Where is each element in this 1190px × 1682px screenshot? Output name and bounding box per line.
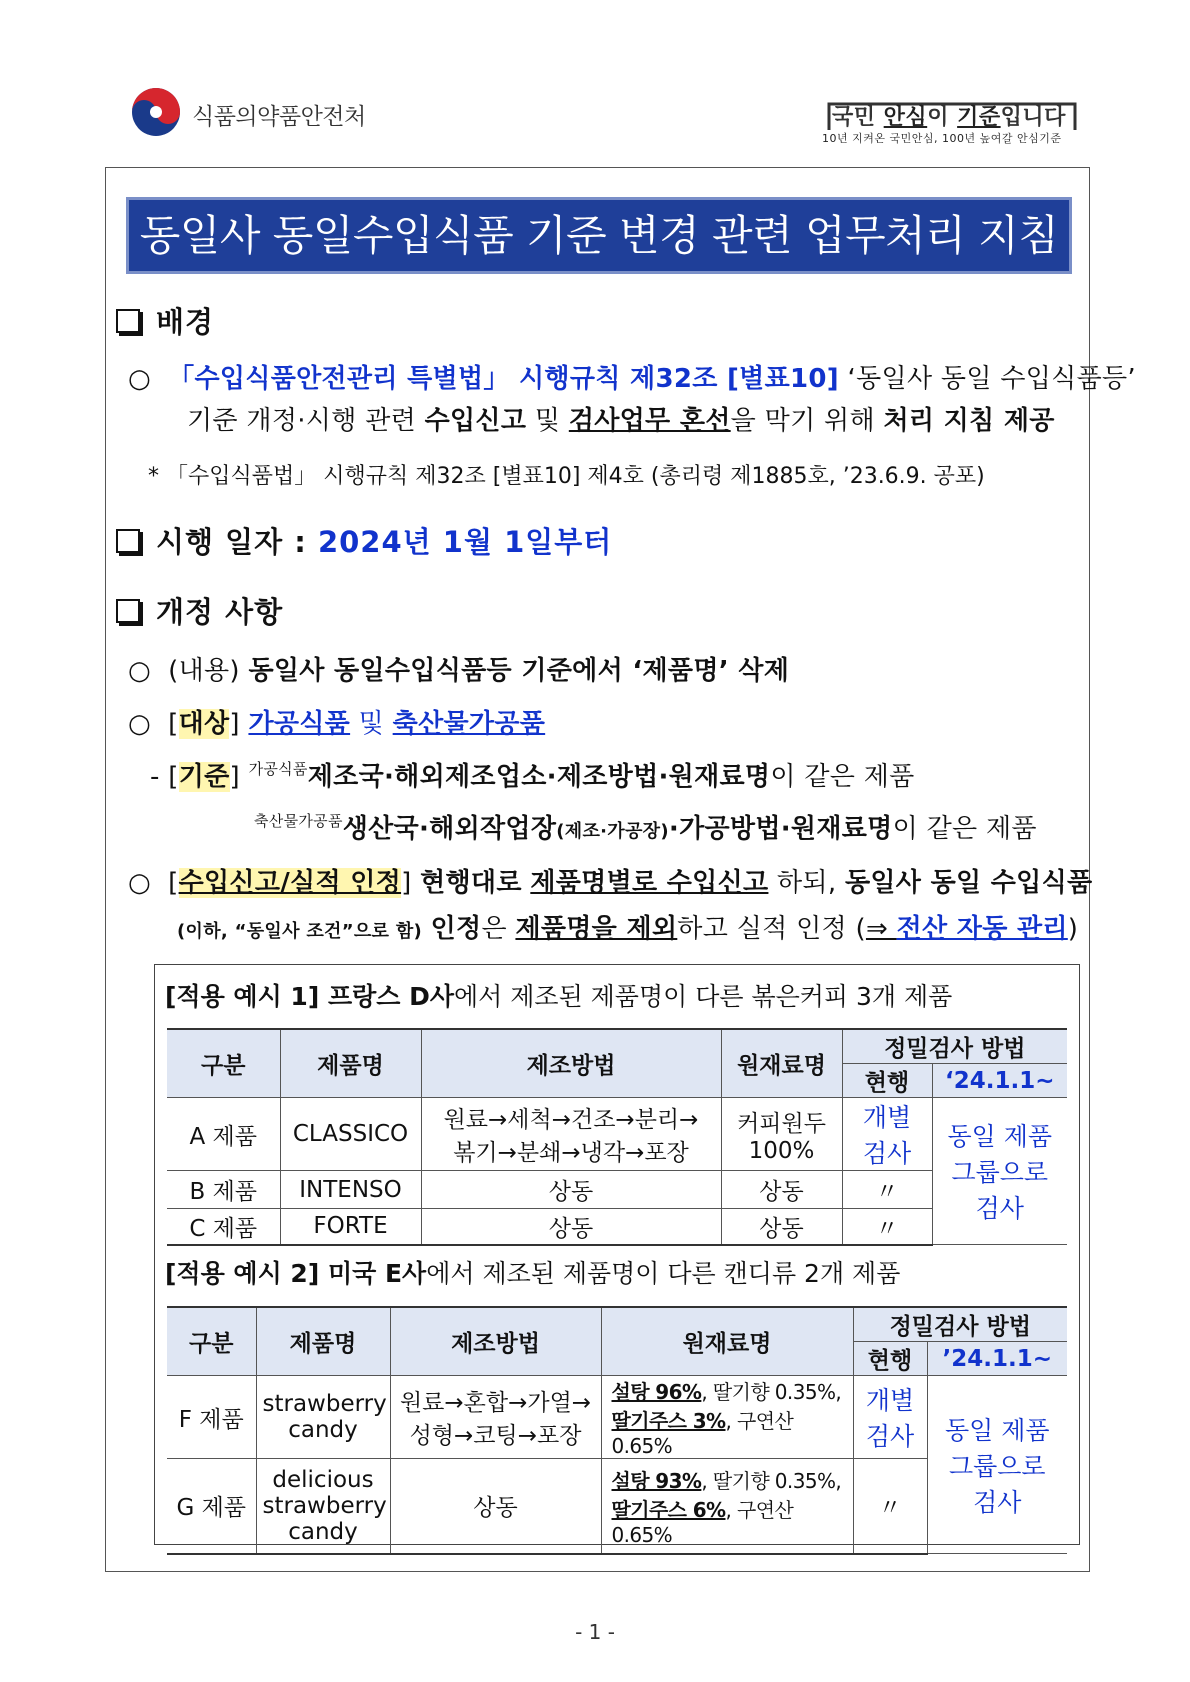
table-header: ‘24.1.1~ [932,1064,1067,1098]
changes-import: ○ [수입신고/실적 인정] 현행대로 제품명별로 수입신고 하되, 동일사 동일 수입식품 [128,868,1093,898]
table-row [167,1098,1067,1171]
example2-table [167,1306,1067,1555]
slogan: 국민 안심이 기준입니다 [832,105,1066,130]
table-cell: 원료→세척→건조→분리→ 볶기→분쇄→냉각→포장 [421,1098,721,1171]
table-cell: 상동 [421,1209,721,1245]
table-cell: G 제품 [167,1459,256,1554]
table-header: ’24.1.1~ [927,1342,1067,1376]
slogan-subtitle: 10년 지켜온 국민안심, 100년 높여갈 안심기준 [822,132,1062,145]
table-cell: INTENSO [280,1171,421,1209]
changes-import2: (이하, “동일사 조건”으로 함) 인정은 제품명을 제외하고 실적 인정 (⇒ 전산 자동 관리) [177,914,1079,944]
changes-content: ○ (내용) 동일사 동일수입식품등 기준에서 ‘제품명’ 삭제 [128,656,790,686]
table-cell: F 제품 [167,1376,256,1459]
table-cell: 개별 검사 [853,1376,927,1459]
table-cell: 상동 [421,1171,721,1209]
table-header: 구분 [167,1307,256,1376]
section-heading-date: 시행 일자 : 2024년 1월 1일부터 [116,520,612,561]
checkbox-square-icon [116,309,140,333]
table-cell: CLASSICO [280,1098,421,1171]
example1-title: [적용 예시 1] 프랑스 D사에서 제조된 제품명이 다른 볶은커피 3개 제품 [165,982,953,1011]
table-cell: 개별 검사 [842,1098,932,1171]
changes-target: ○ [대상] 가공식품 및 축산물가공품 [128,709,546,739]
table-header: 현행 [842,1064,932,1098]
checkbox-square-icon [116,529,140,553]
table-row [167,1376,1067,1459]
section-heading-background: 배경 [116,300,214,341]
table-cell: 〃 [842,1171,932,1209]
table-cell-materials: 설탕 93%, 딸기향 0.35%, 딸기주스 6%, 구연산 0.65% [601,1459,853,1554]
table-cell: delicious strawberry candy [256,1459,390,1554]
table-cell: 원료→혼합→가열→ 성형→코팅→포장 [390,1376,601,1459]
table-cell: 동일 제품 그룹으로 검사 [932,1098,1067,1245]
circle-bullet-icon: ○ [128,868,151,898]
background-line2: 기준 개정·시행 관련 수입신고 및 검사업무 혼선을 막기 위해 처리 지침 제공 [187,406,1055,436]
table-header: 원재료명 [601,1307,853,1376]
table-header: 정밀검사 방법 [842,1029,1067,1064]
example2-title: [적용 예시 2] 미국 E사에서 제조된 제품명이 다른 캔디류 2개 제품 [165,1259,901,1288]
page-title: 동일사 동일수입식품 기준 변경 관련 업무처리 지침 안내 [126,197,1072,274]
checkbox-square-icon [116,599,140,623]
table-cell: 상동 [721,1209,842,1245]
table-cell: FORTE [280,1209,421,1245]
table-cell: 상동 [390,1459,601,1554]
table-cell: 동일 제품 그룹으로 검사 [927,1376,1067,1554]
table-header: 제품명 [280,1029,421,1098]
table-cell: C 제품 [167,1209,280,1245]
table-cell: B 제품 [167,1171,280,1209]
table-cell: 〃 [842,1209,932,1245]
table-header: 원재료명 [721,1029,842,1098]
table-cell: 커피원두 100% [721,1098,842,1171]
table-cell: 상동 [721,1171,842,1209]
circle-bullet-icon: ○ [128,656,151,686]
table-cell: 〃 [853,1459,927,1554]
section-heading-changes: 개정 사항 [116,590,283,631]
table-cell: strawberry candy [256,1376,390,1459]
table-header: 정밀검사 방법 [853,1307,1067,1342]
table-header: 구분 [167,1029,280,1098]
gov-emblem-icon [130,86,182,138]
background-note: * 「수입식품법」 시행규칙 제32조 [별표10] 제4호 (총리령 제1885호, ’23.6.9. 공포) [148,464,985,489]
example1-table [167,1028,1067,1246]
changes-criteria2: $^{축산물가공품}$생산국·해외작업장(제조·가공장)·가공방법·원재료명이 같은 제품 [254,812,1037,844]
background-bullet: ○ 「수입식품안전관리 특별법」 시행규칙 제32조 [별표10] ‘동일사 동일 수입식품등’ [128,364,1136,394]
circle-bullet-icon: ○ [128,364,151,394]
table-header: 현행 [853,1342,927,1376]
table-cell: A 제품 [167,1098,280,1171]
table-cell-materials: 설탕 96%, 딸기향 0.35%, 딸기주스 3%, 구연산 0.65% [601,1376,853,1459]
org-name: 식품의약품안전처 [192,104,366,130]
page-number: - 1 - [575,1620,615,1644]
table-header: 제조방법 [421,1029,721,1098]
changes-criteria1: - [기준] $^{가공식품}$제조국·해외제조업소·제조방법·원재료명이 같은 제품 [150,760,915,792]
circle-bullet-icon: ○ [128,709,151,739]
table-header: 제품명 [256,1307,390,1376]
table-header: 제조방법 [390,1307,601,1376]
